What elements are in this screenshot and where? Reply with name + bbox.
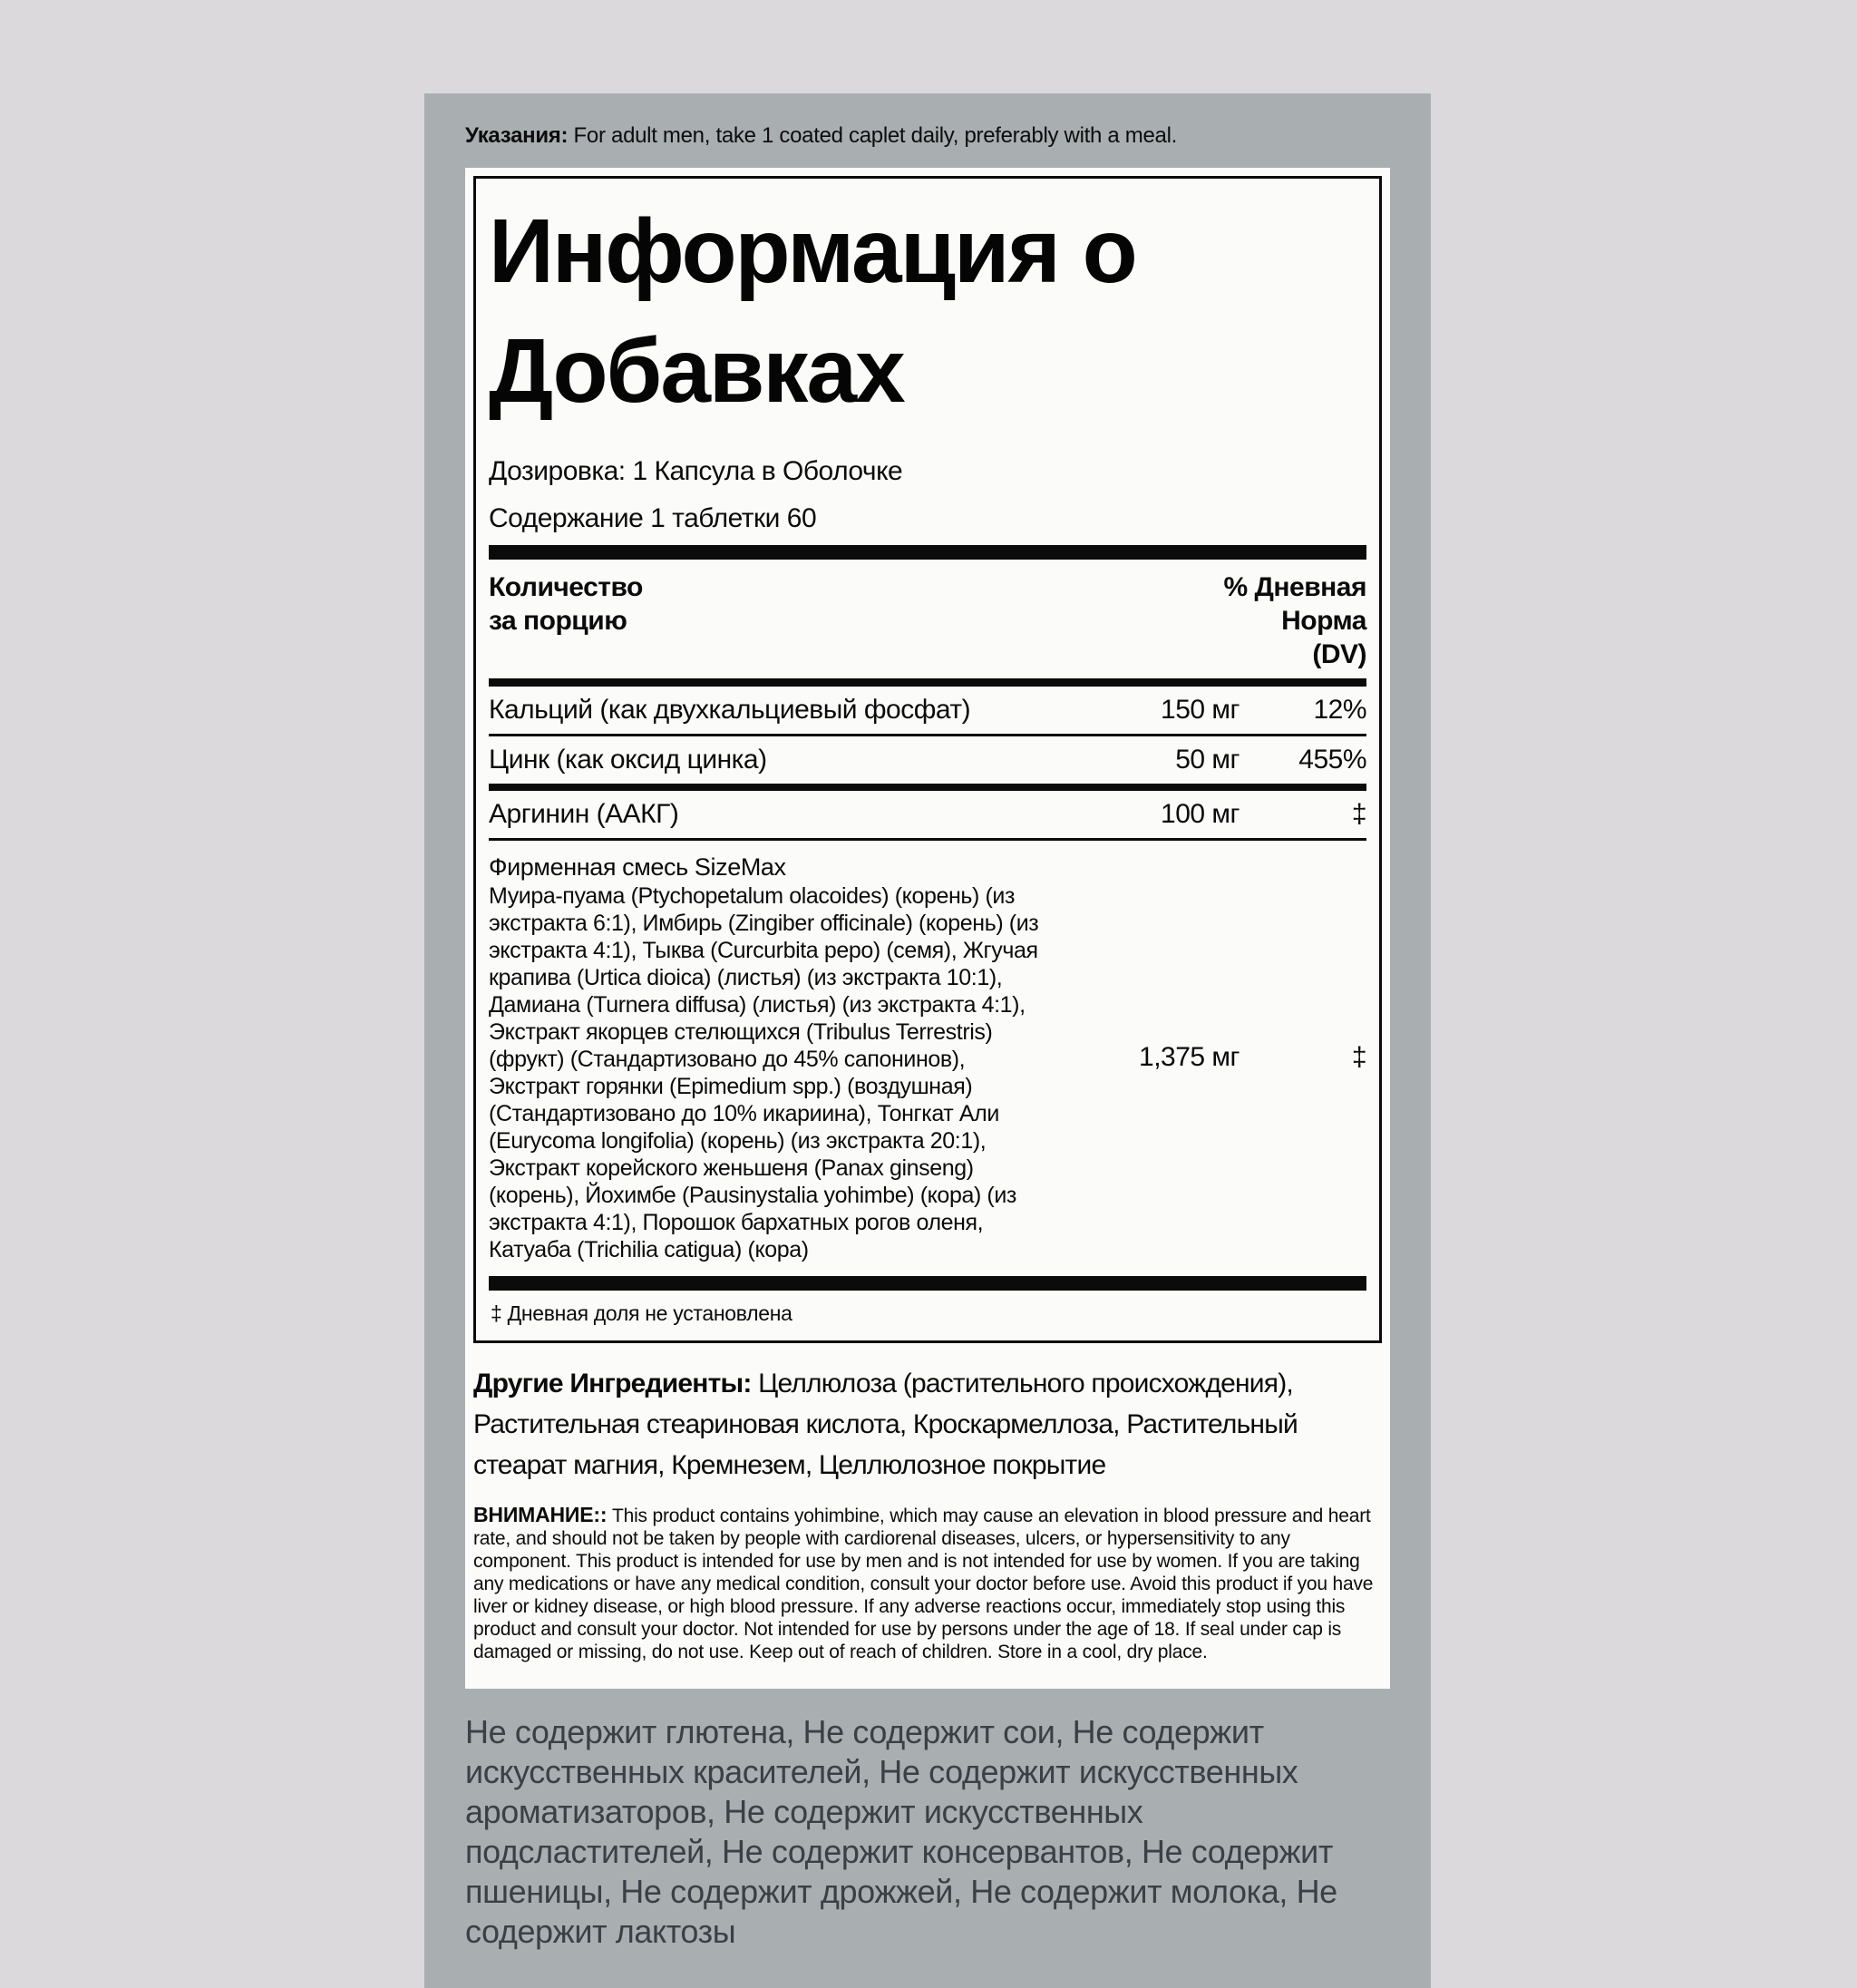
daily-value-header <box>1224 570 1366 671</box>
amount-header <box>489 570 643 671</box>
product-label-panel <box>424 93 1431 1988</box>
facts-title: Информация о Добавках <box>489 200 1136 422</box>
daily-value-footnote: ‡ Дневная доля не установлена <box>491 1301 792 1325</box>
blend-ingredients: Муира-пуама (Ptychopetalum olacoides) (корень) (из экстракта 6:1), Имбирь (Zingiber officinale) (корень) (из экстракта 4:1), Тыква (Curcurbita pepo) (семя), Жгучая крапива (Urtica dioica) (листья) (из экстракта 10:1), Дамиана (Turnera diffusa) (листья) (из экстракта 4:1), Экстракт якорцев стелющихся (Tribulus Terrestris) (фрукт) (Стандартизовано до 45% сапонинов), Экстракт горянки (Epimedium spp.) (воздушная) (Стандартизовано до 10% икариина), Тонгкат Али (Eurycoma longifolia) (корень) (из экстракта 20:1), Экстракт корейского женьшеня (Panax ginseng) (корень), Йохимбе (Pausinystalia yohimbe) (кора) (из экстракта 4:1), Порошок бархатных рогов оленя, Катуаба (Trichilia catigua) (кора) <box>489 883 1039 1262</box>
table-row-arginine <box>489 791 1366 841</box>
ingredient-amount: 150 мг <box>1161 695 1240 725</box>
divider-thick-top <box>489 545 1366 560</box>
warning-paragraph <box>473 1504 1382 1663</box>
divider-thick-bottom <box>489 1276 1366 1291</box>
blend-description <box>489 852 1067 1263</box>
dv-header-line2: Норма <box>1281 606 1366 636</box>
directions-line <box>465 121 1390 151</box>
ingredient-dv: 455% <box>1298 745 1366 775</box>
ingredient-amount: 50 мг <box>1175 745 1240 775</box>
supplement-facts-box <box>473 176 1382 1343</box>
table-row-zinc <box>489 736 1366 791</box>
table-row-calcium <box>489 687 1366 736</box>
blend-dv: ‡ <box>1351 1042 1366 1072</box>
dv-header-line1: % Дневная <box>1223 572 1366 602</box>
amount-header-line1: Количество <box>489 572 643 602</box>
dv-header-line3: (DV) <box>1312 639 1366 669</box>
allergen-statement: Не содержит глютена, Не содержит сои, Не содержит искусственных красителей, Не содержит искусственных ароматизаторов, Не содержит искусственных подсластителей, Не содержит консервантов, Не содержит пшеницы, Не содержит дрожжей, Не содержит молока, Не содержит лактозы <box>465 1713 1337 1950</box>
ingredient-name: Аргинин (ААКГ) <box>489 799 679 829</box>
directions-text: For adult men, take 1 coated caplet daily, preferably with a meal. <box>568 123 1177 148</box>
blend-amount: 1,375 мг <box>1139 1042 1240 1072</box>
ingredient-name: Цинк (как оксид цинка) <box>489 745 767 775</box>
table-row-proprietary-blend <box>489 841 1366 1276</box>
ingredient-amount: 100 мг <box>1161 799 1240 829</box>
directions-label: Указания: <box>465 123 569 148</box>
servings-per-container: Содержание 1 таблетки 60 <box>489 503 817 533</box>
amount-header-line2: за порцию <box>489 606 627 636</box>
warning-label: ВНИМАНИЕ:: <box>473 1503 608 1526</box>
ingredient-dv: 12% <box>1313 695 1366 725</box>
divider-under-header <box>489 678 1366 687</box>
ingredient-name: Кальций (как двухкальциевый фосфат) <box>489 695 971 725</box>
supplement-facts-label <box>465 168 1390 1689</box>
other-ingredients-text: Целлюлоза (растительного происхождения), Растительная стеариновая кислота, Кроскармеллоза, Растительный стеарат магния, Кремнезем, Целлюлозное покрытие <box>473 1369 1298 1480</box>
warning-text: This product contains yohimbine, which may cause an elevation in blood pressure and heart rate, and should not be taken by people with cardiorenal diseases, ulcers, or hypersensitivity to any component. This product is intended for use by men and is not intended for use by women. If you are taking any medications or have any medical condition, consult your doctor before use. Avoid this product if you have liver or kidney disease, or high blood pressure. If any adverse reactions occur, immediately stop using this product and consult your doctor. Not intended for use by persons under the age of 18. If seal under cap is damaged or missing, do not use. Keep out of reach of children. Store in a cool, dry place. <box>473 1506 1374 1662</box>
other-ingredients-label: Другие Ингредиенты: <box>473 1369 752 1398</box>
other-ingredients <box>473 1363 1382 1486</box>
blend-title: Фирменная смесь SizeMax <box>489 853 786 881</box>
ingredient-dv: ‡ <box>1351 799 1366 829</box>
facts-table-header <box>489 560 1366 678</box>
serving-size: Дозировка: 1 Капсула в Оболочке <box>489 456 903 486</box>
